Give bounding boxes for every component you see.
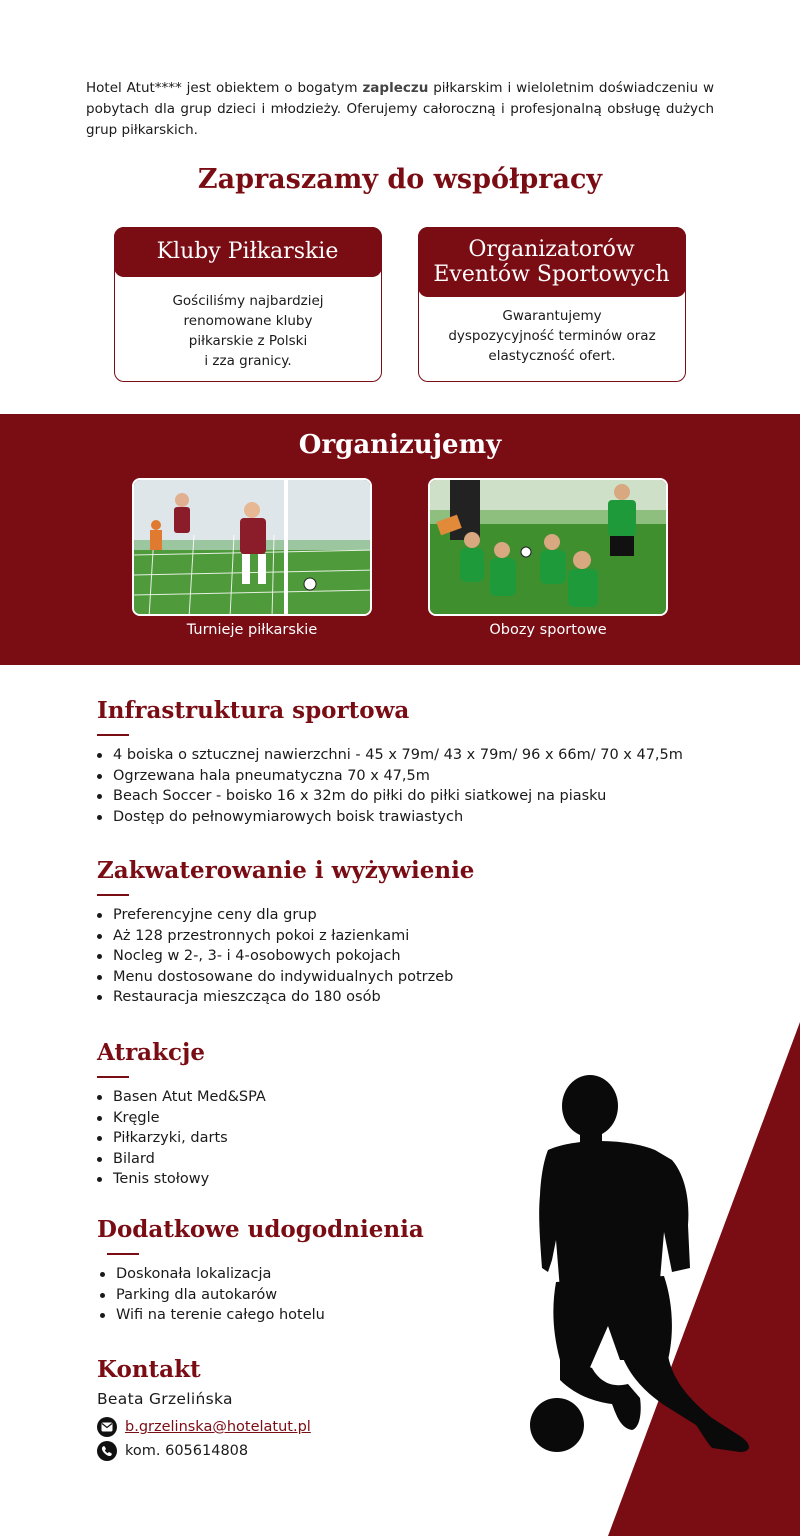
list-item: Kręgle bbox=[97, 1108, 266, 1129]
intro-highlight-word: zapleczu bbox=[362, 80, 429, 96]
extras-title: Dodatkowe udogodnienia bbox=[97, 1216, 424, 1243]
list-item: Basen Atut Med&SPA bbox=[97, 1087, 266, 1108]
card-football-clubs bbox=[114, 227, 382, 382]
list-item: Beach Soccer - boisko 16 x 32m do piłki do piłki siatkowej na piasku bbox=[97, 786, 683, 807]
contact-email-link[interactable]: b.grzelinska@hotelatut.pl bbox=[125, 1419, 311, 1435]
football-ball bbox=[530, 1398, 584, 1452]
contact-title: Kontakt bbox=[97, 1356, 201, 1383]
list-item: Wifi na terenie całego hotelu bbox=[100, 1305, 325, 1326]
card-title: Organizatorów Eventów Sportowych bbox=[418, 227, 686, 297]
list-item: Preferencyjne ceny dla grup bbox=[97, 905, 453, 926]
contact-phone-row bbox=[97, 1441, 248, 1461]
tournament-caption: Turnieje piłkarskie bbox=[186, 622, 318, 638]
accommodation-list bbox=[97, 905, 453, 1008]
infrastructure-title: Infrastruktura sportowa bbox=[97, 697, 410, 724]
camp-caption: Obozy sportowe bbox=[489, 622, 607, 638]
infrastructure-list bbox=[97, 745, 683, 827]
list-item: Ogrzewana hala pneumatyczna 70 x 47,5m bbox=[97, 766, 683, 787]
list-item: Restauracja mieszcząca do 180 osób bbox=[97, 987, 453, 1008]
title-underline bbox=[97, 894, 129, 896]
list-item: Aż 128 przestronnych pokoi z łazienkami bbox=[97, 926, 453, 947]
tournament-photo bbox=[132, 478, 372, 616]
intro-text-1: Hotel Atut**** jest obiektem o bogatym bbox=[86, 80, 363, 96]
contact-name: Beata Grzelińska bbox=[97, 1390, 233, 1408]
card-body: Gościliśmy najbardziej renomowane kluby piłkarskie z Polski i zza granicy. bbox=[172, 293, 324, 369]
list-item: 4 boiska o sztucznej nawierzchni - 45 x 79m/ 43 x 79m/ 96 x 66m/ 70 x 47,5m bbox=[97, 745, 683, 766]
title-underline bbox=[97, 1076, 129, 1078]
contact-email-row bbox=[97, 1417, 311, 1437]
list-item: Dostęp do pełnowymiarowych boisk trawiastych bbox=[97, 807, 683, 828]
attractions-title: Atrakcje bbox=[97, 1039, 205, 1066]
card-body: Gwarantujemy dyspozycyjność terminów oraz elastyczność ofert. bbox=[448, 308, 656, 364]
tournament-image bbox=[134, 480, 372, 616]
envelope-icon bbox=[97, 1417, 117, 1437]
list-item: Nocleg w 2-, 3- i 4-osobowych pokojach bbox=[97, 946, 453, 967]
football-player-silhouette bbox=[539, 1075, 749, 1452]
list-item: Tenis stołowy bbox=[97, 1169, 266, 1190]
invite-title: Zapraszamy do współpracy bbox=[197, 164, 603, 195]
list-item: Doskonała lokalizacja bbox=[100, 1264, 325, 1285]
list-item: Menu dostosowane do indywidualnych potrzeb bbox=[97, 967, 453, 988]
contact-phone[interactable]: kom. 605614808 bbox=[125, 1443, 249, 1459]
title-underline bbox=[97, 734, 129, 736]
organize-title: Organizujemy bbox=[298, 430, 502, 460]
intro-paragraph bbox=[86, 78, 714, 141]
title-underline bbox=[107, 1253, 139, 1255]
diagonal-accent-shape bbox=[608, 1022, 800, 1536]
card-event-organizers bbox=[418, 227, 686, 382]
camp-image bbox=[430, 480, 668, 616]
extras-list bbox=[100, 1264, 325, 1326]
accommodation-title: Zakwaterowanie i wyżywienie bbox=[97, 857, 475, 884]
attractions-list bbox=[97, 1087, 266, 1190]
camp-photo bbox=[428, 478, 668, 616]
list-item: Bilard bbox=[97, 1149, 266, 1170]
card-title: Kluby Piłkarskie bbox=[114, 227, 382, 277]
intro-text-2: piłkarskim i wieloletnim doświadczeniu w pobytach dla grup dzieci i młodzieży. Oferujemy całoroczną i profesjonalną obsługę dużych grup piłkarskich. bbox=[86, 80, 714, 138]
list-item: Piłkarzyki, darts bbox=[97, 1128, 266, 1149]
phone-icon bbox=[97, 1441, 117, 1461]
list-item: Parking dla autokarów bbox=[100, 1285, 325, 1306]
